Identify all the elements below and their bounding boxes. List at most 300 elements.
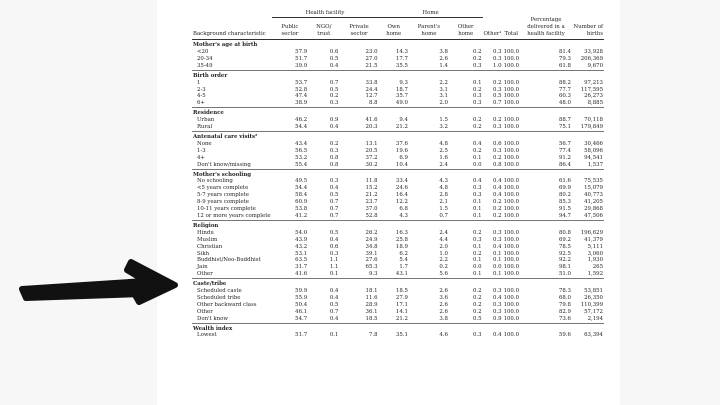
table-cell: 21.2 (395, 124, 408, 131)
table-cell: 65.3 (365, 264, 378, 271)
table-cell: 5,111 (587, 243, 603, 250)
table-cell: 1.0 (492, 62, 502, 69)
table-cell: 51.7 (295, 332, 308, 339)
table-cell: 0.3 (472, 192, 482, 199)
section-title: Residence (192, 108, 604, 117)
table-cell: 11.6 (365, 294, 378, 301)
table-cell: 0.2 (492, 212, 502, 219)
table-cell: 100.0 (503, 257, 519, 264)
table-row (192, 271, 604, 278)
table-row (192, 100, 604, 107)
table-cell: 0.2 (472, 49, 482, 56)
table-row (192, 264, 604, 271)
column-header: Percentage delivered in a health facility (520, 17, 572, 39)
table-row (192, 237, 604, 244)
table-row (192, 244, 604, 251)
table-cell: 0.2 (439, 264, 448, 271)
table-cell: 0.3 (329, 147, 339, 154)
table-cell: 0.3 (472, 100, 482, 107)
table-cell: 0.4 (329, 288, 339, 295)
table-cell: 100.0 (503, 93, 519, 100)
row-label: Buddhist/Neo-Buddhist (197, 257, 261, 264)
table-cell: 4.8 (439, 185, 448, 192)
table-cell: 100.0 (503, 294, 519, 301)
table-cell: 0.1 (472, 206, 482, 213)
table-cell: 73.6 (558, 315, 571, 322)
table-cell: 100.0 (503, 62, 519, 69)
table-cell: 1,930 (587, 257, 603, 264)
section-title: Religion (192, 220, 604, 229)
table-cell: 0.4 (329, 62, 339, 69)
table-cell: 0.5 (492, 93, 502, 100)
row-label: Jain (197, 264, 208, 271)
table-cell: 33.4 (395, 178, 408, 185)
section-heading-row (192, 220, 604, 229)
table-cell: 0.2 (329, 140, 339, 147)
table-cell: 0.2 (492, 117, 502, 124)
row-label: Rural (197, 124, 213, 131)
table-cell: 16.3 (395, 229, 408, 236)
table-cell: 196,629 (580, 229, 603, 236)
table-cell: 0.7 (329, 199, 339, 206)
table-cell: 0.5 (329, 192, 339, 199)
table-cell: 0.1 (472, 199, 482, 206)
table-cell: 0.8 (492, 161, 502, 168)
table-cell: 0.2 (329, 93, 339, 100)
table-cell: 2,194 (587, 315, 603, 322)
column-header: Public sector (272, 17, 309, 39)
table-cell: 100.0 (503, 140, 519, 147)
table-cell: 179,849 (580, 124, 603, 131)
table-cell: 0.2 (472, 147, 482, 154)
row-label: <20 (197, 49, 209, 56)
table-cell: 24.4 (365, 86, 378, 93)
table-cell: 61.6 (558, 178, 571, 185)
table-cell: 77.4 (558, 147, 571, 154)
table-cell: 12.7 (365, 93, 378, 100)
table-cell: 53.8 (295, 206, 308, 213)
table-cell: 117,595 (580, 86, 603, 93)
table-cell: 41,205 (584, 199, 603, 206)
table-cell: 30.2 (365, 161, 378, 168)
table-cell: 0.3 (492, 308, 502, 315)
table-cell: 0.6 (492, 140, 502, 147)
table-cell: 1.4 (439, 62, 448, 69)
table-cell: 63.5 (295, 257, 308, 264)
table-cell: 0.0 (472, 264, 482, 271)
table-cell: 12.2 (395, 199, 408, 206)
table-cell: 0.9 (329, 117, 339, 124)
table-cell: 0.7 (329, 206, 339, 213)
table-cell: 14.1 (395, 308, 408, 315)
section-heading-row (192, 169, 604, 178)
table-cell: 41.6 (365, 117, 378, 124)
row-label: 5-7 years complete (197, 192, 249, 199)
table-cell: 4.3 (399, 212, 408, 219)
table-cell: 0.2 (472, 250, 482, 257)
table-cell: 41.2 (295, 212, 308, 219)
row-label: None (197, 140, 212, 147)
column-header: Other¹ (483, 17, 503, 39)
group-header-home: Home (379, 10, 483, 17)
table-cell: 0.1 (472, 243, 482, 250)
table-cell: 23.7 (365, 199, 378, 206)
table-cell: 46.2 (295, 117, 308, 124)
table-cell: 100.0 (503, 192, 519, 199)
table-cell: 46.1 (295, 308, 308, 315)
table-cell: 38.9 (295, 100, 308, 107)
table-cell: 0.2 (472, 288, 482, 295)
table-cell: 2.6 (439, 288, 448, 295)
table-cell: 100.0 (503, 124, 519, 131)
table-cell: 0.3 (492, 301, 502, 308)
table-row (192, 295, 604, 302)
table-cell: 0.5 (472, 315, 482, 322)
table-cell: 80.8 (558, 229, 571, 236)
table-row (192, 178, 604, 185)
table-cell: 0.6 (329, 49, 339, 56)
table-row (192, 93, 604, 100)
table-cell: 47,506 (584, 212, 603, 219)
table-cell: 100.0 (503, 243, 519, 250)
row-label: Christian (197, 243, 223, 250)
table-cell: 8,885 (587, 100, 603, 107)
table-cell: 4.6 (439, 332, 448, 339)
table-cell: 59.6 (558, 332, 571, 339)
table-cell: 25.8 (395, 236, 408, 243)
row-label: Scheduled caste (197, 288, 242, 295)
table-cell: 0.1 (472, 154, 482, 161)
table-cell: 0.0 (472, 161, 482, 168)
column-header: Parent's home (409, 17, 449, 39)
row-label: 1 (197, 79, 201, 86)
table-cell: 2.5 (439, 147, 448, 154)
table-cell: 100.0 (503, 271, 519, 278)
table-cell: 53.7 (295, 79, 308, 86)
table-cell: 69.2 (558, 236, 571, 243)
table-cell: 50.4 (295, 301, 308, 308)
table-cell: 28.9 (365, 301, 378, 308)
table-cell: 14.3 (395, 49, 408, 56)
table-cell: 26,273 (584, 93, 603, 100)
row-label: <5 years complete (197, 185, 249, 192)
table-row (192, 155, 604, 162)
table-cell: 21.2 (395, 315, 408, 322)
section-title: Mother's schooling (192, 169, 604, 178)
table-cell: 1,537 (587, 161, 603, 168)
table-cell: 4.8 (439, 140, 448, 147)
table-cell: 60.9 (295, 199, 308, 206)
table-cell: 17.1 (395, 301, 408, 308)
table-cell: 5.6 (439, 271, 448, 278)
table-cell: 110,399 (580, 301, 603, 308)
table-cell: 55.9 (295, 294, 308, 301)
table-cell: 9.3 (399, 79, 408, 86)
table-cell: 18.7 (395, 86, 408, 93)
table-cell: 0.4 (492, 243, 502, 250)
section-title: Wealth index (192, 323, 604, 332)
row-label: Other (197, 271, 213, 278)
table-cell: 2.6 (439, 301, 448, 308)
table-cell: 100.0 (503, 86, 519, 93)
table-cell: 0.4 (492, 178, 502, 185)
table-cell: 27.9 (395, 294, 408, 301)
table-cell: 85.3 (558, 199, 571, 206)
table-row (192, 257, 604, 264)
table-cell: 43.1 (395, 271, 408, 278)
table-cell: 3.8 (439, 315, 448, 322)
table-cell: 0.4 (492, 192, 502, 199)
table-cell: 0.3 (492, 55, 502, 62)
table-cell: 100.0 (503, 161, 519, 168)
table-cell: 0.7 (329, 79, 339, 86)
table-cell: 63,394 (584, 332, 603, 339)
table-cell: 0.4 (472, 178, 482, 185)
table-cell: 11.8 (365, 178, 378, 185)
table-cell: 0.3 (492, 236, 502, 243)
table-row (192, 302, 604, 309)
table-cell: 1.5 (439, 206, 448, 213)
table-cell: 2.0 (439, 100, 448, 107)
table-cell: 0.2 (472, 55, 482, 62)
table-cell: 0.1 (472, 79, 482, 86)
table-row (192, 185, 604, 192)
table-cell: 100.0 (503, 229, 519, 236)
table-cell: 0.4 (329, 236, 339, 243)
table-cell: 3.1 (439, 93, 448, 100)
section-title: Mother's age at birth (193, 42, 258, 49)
row-label: Sikh (197, 250, 210, 257)
table-cell: 0.0 (492, 264, 502, 271)
table-cell: 92.2 (558, 257, 571, 264)
table-cell: 29,868 (584, 206, 603, 213)
table-cell: 37.2 (365, 154, 378, 161)
table-row (192, 230, 604, 237)
row-label: Hindu (197, 229, 214, 236)
table-cell: 0.8 (329, 161, 339, 168)
table-cell: 98.1 (558, 264, 571, 271)
table-row (192, 87, 604, 94)
table-cell: 59.9 (295, 288, 308, 295)
table-cell: 69.9 (558, 185, 571, 192)
table-cell: 100.0 (503, 79, 519, 86)
table-cell: 0.3 (492, 147, 502, 154)
table-cell: 9.4 (399, 117, 408, 124)
table-cell: 4.3 (439, 178, 448, 185)
table-cell: 0.2 (472, 229, 482, 236)
row-label: 4+ (197, 154, 205, 161)
table-row (192, 124, 604, 131)
row-label: 12 or more years complete (197, 212, 271, 219)
table-cell: 0.9 (492, 315, 502, 322)
table-cell: 78.5 (558, 243, 571, 250)
section-heading-row (192, 323, 604, 332)
table-cell: 2.4 (439, 229, 448, 236)
table-row (192, 309, 604, 316)
table-cell: 10.4 (395, 161, 408, 168)
table-row (192, 213, 604, 220)
table-cell: 21.5 (365, 62, 378, 69)
table-cell: 0.3 (492, 229, 502, 236)
table-cell: 86.4 (558, 161, 571, 168)
document-page (157, 0, 620, 405)
column-header: Private sector (339, 17, 378, 39)
table-cell: 0.3 (492, 86, 502, 93)
row-label: 35-49 (197, 62, 213, 69)
table-cell: 75,535 (584, 178, 603, 185)
table-cell: 6.9 (399, 154, 408, 161)
table-cell: 94,541 (584, 154, 603, 161)
table-cell: 1.0 (439, 250, 448, 257)
table-cell: 0.2 (472, 124, 482, 131)
table-cell: 2.8 (439, 192, 448, 199)
table-cell: 19.6 (395, 147, 408, 154)
table-cell: 2.0 (439, 243, 448, 250)
table-cell: 0.3 (492, 288, 502, 295)
table-cell: 5.4 (399, 257, 408, 264)
table-cell: 68.0 (558, 294, 571, 301)
section-title: Caste/tribe (192, 279, 604, 288)
table-cell: 81.4 (558, 49, 571, 56)
column-header-background: Background characteristic (192, 17, 272, 39)
table-cell: 56.7 (558, 140, 571, 147)
table-cell: 24.6 (395, 185, 408, 192)
table-cell: 0.2 (472, 86, 482, 93)
row-label: Other (197, 308, 213, 315)
table-cell: 0.3 (329, 100, 339, 107)
table-cell: 24.9 (365, 236, 378, 243)
row-label: Don't know (197, 315, 228, 322)
table-cell: 0.4 (492, 294, 502, 301)
table-cell: 2.1 (439, 199, 448, 206)
table-cell: 20.5 (365, 147, 378, 154)
table-cell: 2.6 (439, 308, 448, 315)
table-cell: 47.4 (295, 93, 308, 100)
table-cell: 16.4 (395, 192, 408, 199)
table-cell: 9.3 (368, 271, 378, 278)
table-cell: 100.0 (503, 301, 519, 308)
section-title: Birth order (192, 70, 604, 79)
table-cell: 0.1 (329, 271, 339, 278)
table-cell: 40,773 (584, 192, 603, 199)
table-cell: 97,213 (584, 79, 603, 86)
table-cell: 100.0 (503, 206, 519, 213)
table-cell: 88.2 (558, 79, 571, 86)
table-cell: 0.2 (472, 301, 482, 308)
table-cell: 100.0 (503, 332, 519, 339)
table-cell: 100.0 (503, 288, 519, 295)
table-cell: 100.0 (503, 308, 519, 315)
table-cell: 41,379 (584, 236, 603, 243)
births-by-place-of-delivery-table (192, 10, 604, 339)
table-cell: 15.2 (365, 185, 378, 192)
table-cell: 100.0 (503, 250, 519, 257)
table-cell: 58.4 (295, 192, 308, 199)
table-cell: 0.2 (492, 199, 502, 206)
table-row (192, 251, 604, 258)
table-cell: 1.1 (329, 264, 339, 271)
table-cell: 2.2 (439, 79, 448, 86)
table-cell: 27.0 (365, 55, 378, 62)
table-cell: 0.3 (472, 62, 482, 69)
table-cell: 0.2 (492, 206, 502, 213)
row-label: 8-9 years complete (197, 199, 249, 206)
table-cell: 53.1 (295, 250, 308, 257)
table-row (192, 206, 604, 213)
table-cell: 91.2 (558, 154, 571, 161)
table-cell: 61.8 (558, 62, 571, 69)
group-header-health-facility: Health facility (272, 10, 379, 17)
table-cell: 100.0 (503, 212, 519, 219)
table-cell: 100.0 (503, 236, 519, 243)
table-cell: 0.5 (329, 301, 339, 308)
row-label: No schooling (197, 178, 233, 185)
row-label: 20-34 (197, 55, 213, 62)
table-cell: 57,172 (584, 308, 603, 315)
table-cell: 31.7 (295, 264, 308, 271)
table-cell: 0.1 (329, 332, 339, 339)
table-cell: 0.5 (329, 229, 339, 236)
table-row (192, 80, 604, 87)
table-cell: 0.2 (492, 79, 502, 86)
table-row (192, 162, 604, 169)
row-label: 4-5 (197, 93, 206, 100)
table-cell: 4.4 (439, 236, 448, 243)
right-margin (620, 0, 720, 405)
table-cell: 1.7 (399, 264, 408, 271)
table-cell: 0.4 (329, 294, 339, 301)
left-margin (0, 0, 157, 405)
table-cell: 27.6 (365, 257, 378, 264)
table-cell: 100.0 (503, 154, 519, 161)
table-cell: 52.8 (295, 86, 308, 93)
row-label: 6+ (197, 100, 205, 107)
table-cell: 33,928 (584, 49, 603, 56)
table-cell: 26,350 (584, 294, 603, 301)
table-cell: 78.3 (558, 288, 571, 295)
table-cell: 1.1 (329, 257, 339, 264)
table-row (192, 117, 604, 124)
table-cell: 49.5 (295, 178, 308, 185)
table-cell: 75.1 (558, 124, 571, 131)
table-cell: 100.0 (503, 264, 519, 271)
column-header: Total (503, 17, 520, 39)
table-cell: 91.5 (558, 206, 571, 213)
table-cell: 0.1 (492, 271, 502, 278)
table-cell: 18.1 (365, 288, 378, 295)
row-label: 2-3 (197, 86, 206, 93)
table-cell: 36.1 (365, 308, 378, 315)
section-heading-row (192, 70, 604, 79)
table-cell: 0.3 (492, 124, 502, 131)
table-cell: 54.4 (295, 185, 308, 192)
table-cell: 0.2 (492, 154, 502, 161)
table-cell: 18.9 (395, 243, 408, 250)
table-cell: 33.8 (365, 79, 378, 86)
table-cell: 57.9 (295, 49, 308, 56)
row-label: 1-3 (197, 147, 206, 154)
column-header: Other home (449, 17, 483, 39)
table-cell: 51.0 (558, 271, 571, 278)
table-cell: 0.3 (472, 93, 482, 100)
table-cell: 94.7 (558, 212, 571, 219)
table-cell: 0.8 (329, 154, 339, 161)
table-cell: 100.0 (503, 185, 519, 192)
table-cell: 39.9 (295, 62, 308, 69)
table-cell: 79.8 (558, 301, 571, 308)
row-label: Muslim (197, 236, 218, 243)
table-row (192, 288, 604, 295)
